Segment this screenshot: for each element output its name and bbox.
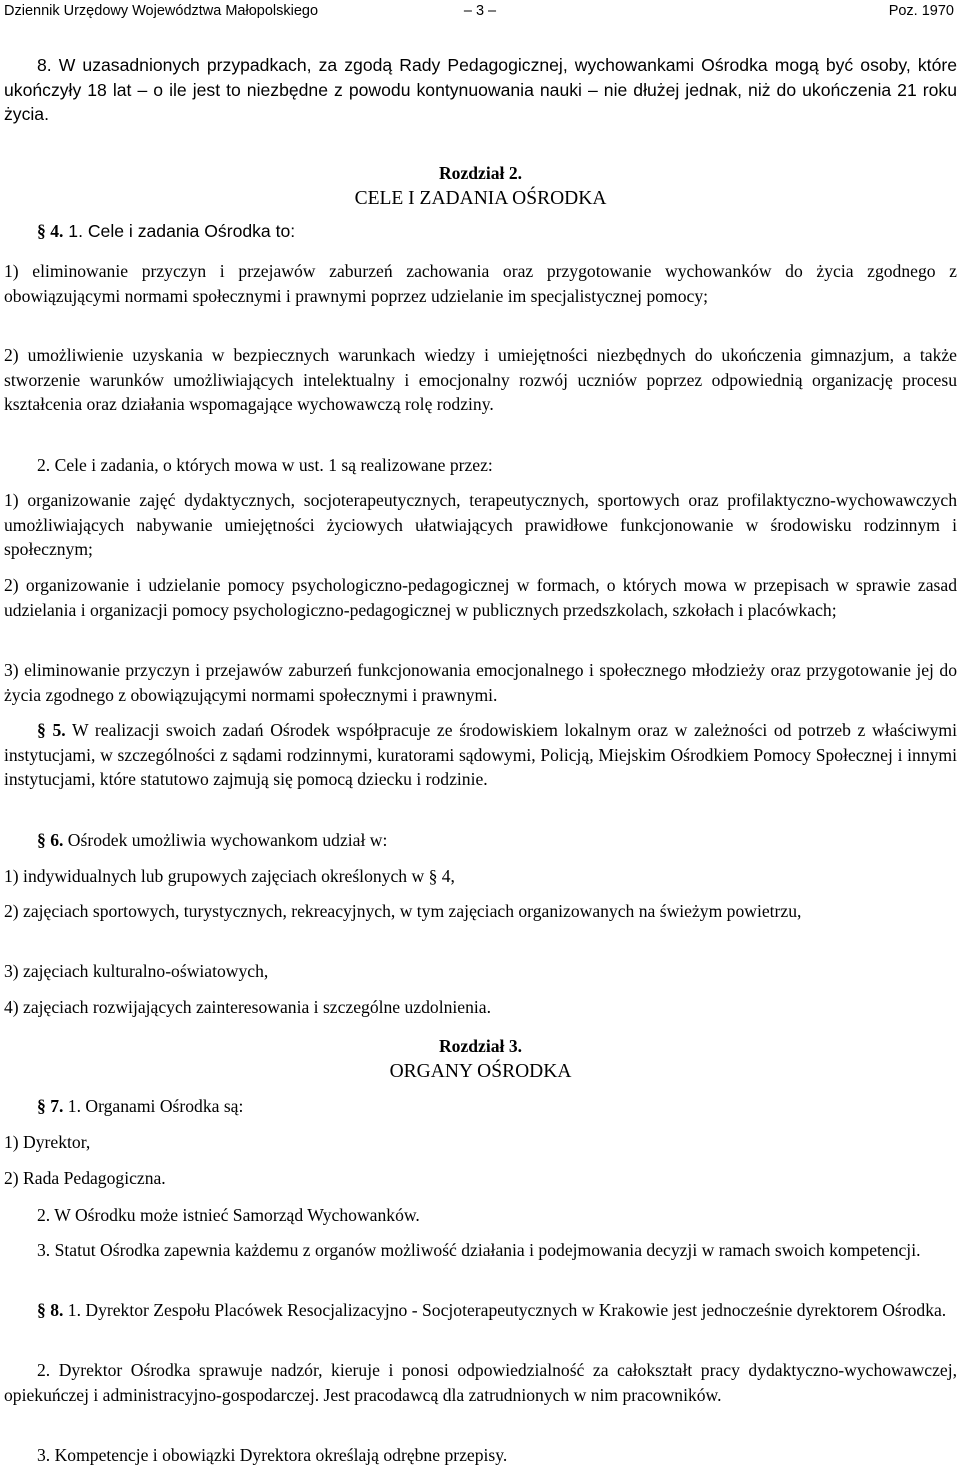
position-number: Poz. 1970 [888, 3, 954, 19]
section-8-paragraph-3: 3. Kompetencje i obowiązki Dyrektora określają odrębne przepisy. [37, 1445, 508, 1465]
section-6-item-3: 3) zajęciach kulturalno-oświatowych, [4, 961, 269, 981]
section-6-item-4: 4) zajęciach rozwijających zainteresowania i szczególne uzdolnienia. [4, 997, 491, 1017]
chapter-3-title: ORGANY OŚRODKA [389, 1061, 572, 1082]
section-5-number: § 5. [37, 720, 66, 740]
section-4-p2-item-2: 2) organizowanie i udzielanie pomocy psychologiczno-pedagogicznej w formach, o których mowa w przepisach w sprawie zasad udzielania i organizacji pomocy psychologiczno-pedagogicznej w publicznych przedszkolach, szkołach i placówkach; [4, 575, 957, 620]
chapter-3-label: Rozdział 3. [438, 1036, 523, 1056]
section-8-paragraph-2: 2. Dyrektor Ośrodka sprawuje nadzór, kieruje i ponosi odpowiedzialność za całokształt pracy dydaktyczno-wychowawczej, opiekuńczej i administracyjno-gospodarczej. Jest pracodawcą dla zatrudnionych w nim pracowników. [4, 1360, 957, 1405]
chapter-3-heading [4, 1034, 957, 1084]
section-4-intro-text: 1. Cele i zadania Ośrodka to: [63, 221, 296, 241]
paragraph-8: 8. W uzasadnionych przypadkach, za zgodą Rady Pedagogicznej, wychowankami Ośrodka mogą być osoby, które ukończyły 18 lat – o ile jest to niezbędne z powodu kontynuowania nauki – nie dłużej jednak, niż do ukończenia 21 roku życia. [4, 55, 957, 125]
section-4-intro [4, 219, 960, 244]
section-4-item-2: 2) umożliwienie uzyskania w bezpiecznych warunkach wiedzy i umiejętności niezbędnych do ukończenia gimnazjum, a także stworzenie warunków umożliwiających intelektualny i emocjonalny rozwój uczniów poprzez odpowiednią organizację procesu kształcenia oraz działania wspomagające wychowawczą rolę rodziny. [4, 345, 957, 415]
section-7-paragraph-3: 3. Statut Ośrodka zapewnia każdemu z organów możliwość działania i podejmowania decyzji w ramach swoich kompetencji. [37, 1240, 921, 1260]
section-7-item-2: 2) Rada Pedagogiczna. [4, 1168, 166, 1188]
chapter-2-label: Rozdział 2. [438, 163, 523, 183]
page-number: – 3 – [463, 3, 497, 19]
section-8-paragraph-1 [4, 1298, 957, 1323]
section-7-item-1: 1) Dyrektor, [4, 1132, 91, 1152]
section-4-p2-item-3: 3) eliminowanie przyczyn i przejawów zaburzeń funkcjonowania emocjonalnego i społecznego młodzieży oraz przygotowanie jej do życia zgodnego z obowiązującymi normami społecznymi i prawnymi. [4, 660, 957, 705]
section-5-text: W realizacji swoich zadań Ośrodek współpracuje ze środowiskiem lokalnym oraz w zależności od potrzeb z właściwymi instytucjami, w szczególności z sądami rodzinnymi, kuratorami sądowymi, Policją, Miejskim Ośrodkiem Pomocy Społecznej i innymi instytucjami, które statutowo zajmują się pomocą dziecku i rodzinie. [4, 720, 958, 790]
journal-title: Dziennik Urzędowy Województwa Małopolskiego [4, 3, 319, 19]
section-4-paragraph-2: 2. Cele i zadania, o których mowa w ust. 1 są realizowane przez: [37, 455, 493, 475]
section-4-number: § 4. [37, 221, 64, 241]
section-8-number: § 8. [37, 1300, 64, 1320]
section-7-intro [4, 1094, 960, 1119]
section-6-intro-text: Ośrodek umożliwia wychowankom udział w: [63, 830, 388, 850]
section-7-paragraph-2: 2. W Ośrodku może istnieć Samorząd Wychowanków. [37, 1205, 420, 1225]
section-6-item-2: 2) zajęciach sportowych, turystycznych, rekreacyjnych, w tym zajęciach organizowanych na świeżym powietrzu, [4, 901, 802, 921]
section-6-item-1: 1) indywidualnych lub grupowych zajęciach określonych w § 4, [4, 866, 455, 886]
section-4-p2-item-1: 1) organizowanie zajęć dydaktycznych, socjoterapeutycznych, terapeutycznych, sportowych oraz profilaktyczno-wychowawczych umożliwiających nabywanie umiejętności życiowych ułatwiających prawidłowe funkcjonowanie w środowisku rodzinnym i społecznym; [4, 490, 957, 560]
section-6-intro [4, 828, 960, 853]
section-5 [4, 718, 957, 792]
section-6-number: § 6. [37, 830, 64, 850]
chapter-2-title: CELE I ZADANIA OŚRODKA [354, 188, 607, 209]
section-7-intro-text: 1. Organami Ośrodka są: [63, 1096, 244, 1116]
chapter-2-heading [4, 161, 957, 211]
section-4-item-1: 1) eliminowanie przyczyn i przejawów zaburzeń zachowania oraz przygotowanie wychowanków do życia zgodnego z obowiązującymi normami społecznymi i prawnymi poprzez udzielanie im specjalistycznej pomocy; [4, 261, 957, 306]
section-7-number: § 7. [37, 1096, 64, 1116]
section-8-paragraph-1-text: 1. Dyrektor Zespołu Placówek Resocjalizacyjno - Socjoterapeutycznych w Krakowie jest jednocześnie dyrektorem Ośrodka. [63, 1300, 947, 1320]
